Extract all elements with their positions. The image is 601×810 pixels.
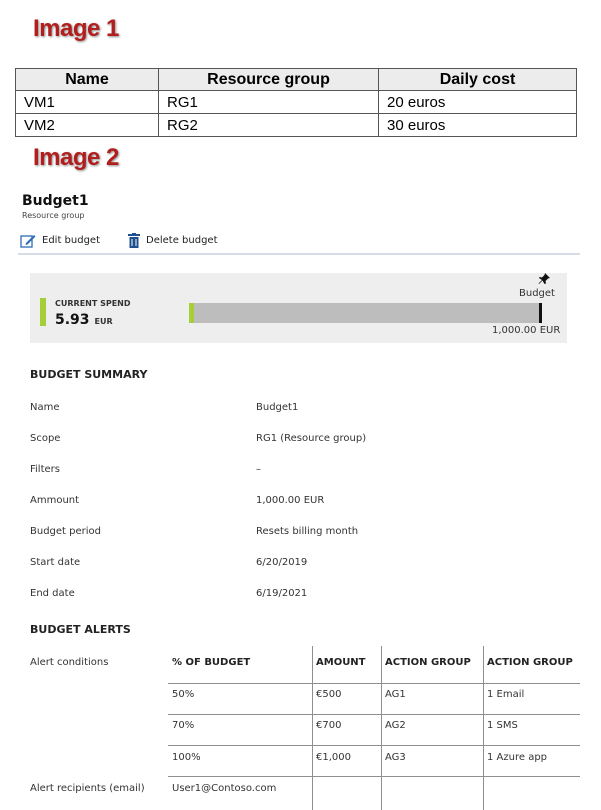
budget-marker-label: Budget	[519, 288, 555, 299]
grid-line	[168, 683, 580, 684]
summary-value-start-date: 6/20/2019	[256, 557, 308, 568]
alert-amount-cell: €1,000	[316, 752, 351, 763]
current-spend-amount	[55, 312, 113, 328]
spend-progress-bar	[189, 303, 542, 323]
alert-amount-cell: €700	[316, 720, 342, 731]
summary-label-budget-period: Budget period	[30, 526, 102, 537]
summary-label-name: Name	[30, 402, 60, 413]
toolbar-divider	[18, 253, 580, 255]
page-title: Budget1	[22, 193, 89, 209]
alert-action-group-cell: AG2	[385, 720, 406, 731]
alert-header-amount: AMOUNT	[316, 657, 366, 668]
summary-value-budget-period: Resets billing month	[256, 526, 359, 537]
spend-accent-bar	[40, 298, 46, 326]
column-header-resource-group: Resource group	[159, 69, 379, 91]
column-header-daily-cost: Daily cost	[379, 69, 577, 91]
alert-action-cell: 1 SMS	[487, 720, 518, 731]
daily-cost-cell: 20 euros	[379, 91, 577, 114]
grid-line	[312, 646, 313, 810]
summary-label-scope: Scope	[30, 433, 61, 444]
vm-name-cell: VM2	[16, 114, 159, 137]
image-2-label: Image 2	[33, 144, 119, 171]
current-spend-label: CURRENT SPEND	[55, 299, 131, 308]
alert-percent-cell: 50%	[172, 689, 195, 700]
alert-percent-cell: 70%	[172, 720, 195, 731]
grid-line	[168, 776, 580, 777]
grid-line	[483, 646, 484, 810]
image-1-label: Image 1	[33, 15, 119, 42]
daily-cost-cell: 30 euros	[379, 114, 577, 137]
column-header-name: Name	[16, 69, 159, 91]
summary-value-amount: 1,000.00 EUR	[256, 495, 325, 506]
alert-header-action-group-2: ACTION GROUP	[487, 657, 573, 668]
alert-recipients-label: Alert recipients (email)	[30, 783, 145, 794]
resource-group-cell: RG2	[159, 114, 379, 137]
vm-cost-table	[15, 68, 577, 137]
grid-line	[168, 745, 580, 746]
grid-line	[381, 646, 382, 810]
alert-header-percent: % OF BUDGET	[172, 657, 251, 668]
alert-amount-cell: €500	[316, 689, 342, 700]
alert-action-cell: 1 Email	[487, 689, 525, 700]
alert-recipients-value: User1@Contoso.com	[172, 783, 277, 794]
vm-name-cell: VM1	[16, 91, 159, 114]
grid-line	[168, 714, 580, 715]
alert-action-group-cell: AG3	[385, 752, 406, 763]
page-subtitle: Resource group	[22, 211, 85, 220]
current-spend-value: 5.93	[55, 312, 90, 328]
alert-action-cell: 1 Azure app	[487, 752, 548, 763]
delete-budget-label: Delete budget	[146, 234, 218, 246]
budget-limit-marker	[539, 303, 542, 323]
table-row	[16, 114, 577, 137]
summary-value-end-date: 6/19/2021	[256, 588, 308, 599]
pin-icon[interactable]	[538, 273, 550, 285]
delete-budget-button[interactable]	[128, 230, 218, 250]
summary-label-filters: Filters	[30, 464, 60, 475]
resource-group-cell: RG1	[159, 91, 379, 114]
summary-value-filters: –	[256, 464, 261, 475]
current-spend-card	[30, 273, 567, 343]
edit-icon	[20, 233, 36, 248]
summary-label-start-date: Start date	[30, 557, 81, 568]
trash-icon	[128, 233, 140, 248]
table-header-row	[16, 69, 577, 91]
summary-label-amount: Ammount	[30, 495, 80, 506]
summary-label-end-date: End date	[30, 588, 75, 599]
budget-summary-heading: BUDGET SUMMARY	[30, 368, 148, 381]
budget-limit-value: 1,000.00 EUR	[492, 325, 561, 336]
spend-progress-fill	[189, 303, 194, 323]
table-row	[16, 91, 577, 114]
alert-conditions-label: Alert conditions	[30, 657, 109, 668]
budget-alerts-heading: BUDGET ALERTS	[30, 623, 131, 636]
toolbar	[20, 230, 580, 252]
edit-budget-label: Edit budget	[42, 234, 100, 246]
summary-value-scope: RG1 (Resource group)	[256, 433, 367, 444]
alert-action-group-cell: AG1	[385, 689, 406, 700]
current-spend-currency: EUR	[94, 317, 113, 326]
summary-value-name: Budget1	[256, 402, 299, 413]
alert-header-action-group: ACTION GROUP	[385, 657, 471, 668]
edit-budget-button[interactable]	[20, 230, 100, 250]
alert-percent-cell: 100%	[172, 752, 201, 763]
